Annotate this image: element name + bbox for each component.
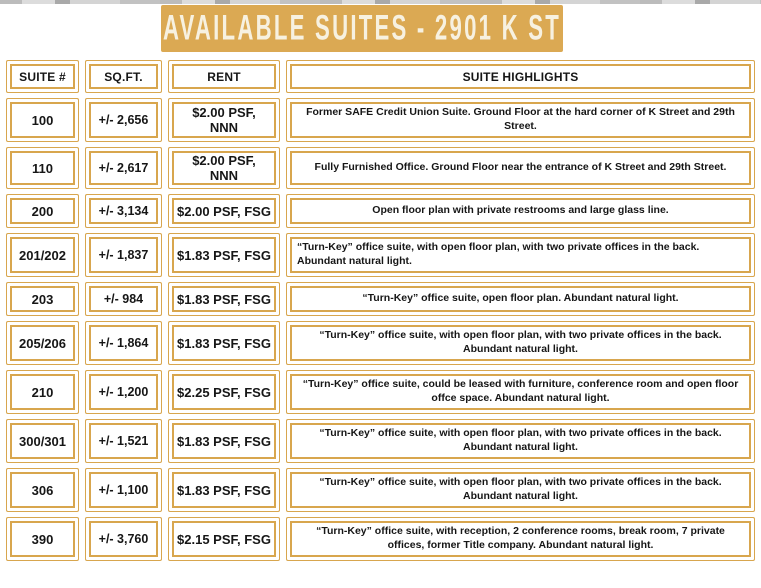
sqft-cell: +/- 2,617: [85, 147, 162, 189]
sqft-cell: +/- 3,760: [85, 517, 162, 561]
rent-cell: $2.00 PSF, FSG: [168, 194, 280, 228]
sqft-cell: +/- 1,200: [85, 370, 162, 414]
suite-cell: 200: [6, 194, 79, 228]
column-header-highlights: SUITE HIGHLIGHTS: [286, 60, 755, 93]
rent-cell: $1.83 PSF, FSG: [168, 282, 280, 316]
title-banner: [161, 5, 563, 52]
available-suites-table: [6, 60, 755, 561]
suite-cell: 300/301: [6, 419, 79, 463]
rent-cell: $1.83 PSF, FSG: [168, 468, 280, 512]
suite-cell: 110: [6, 147, 79, 189]
rent-cell: $2.15 PSF, FSG: [168, 517, 280, 561]
rent-cell: $2.00 PSF, NNN: [168, 147, 280, 189]
highlights-cell: “Turn-Key” office suite, could be leased with furniture, conference room and open floor offce space. Abundant natural light.: [286, 370, 755, 414]
suite-cell: 100: [6, 98, 79, 142]
sqft-cell: +/- 1,837: [85, 233, 162, 277]
column-header-sqft: SQ.FT.: [85, 60, 162, 93]
rent-cell: $2.00 PSF, NNN: [168, 98, 280, 142]
highlights-cell: Fully Furnished Office. Ground Floor near the entrance of K Street and 29th Street.: [286, 147, 755, 189]
suite-cell: 210: [6, 370, 79, 414]
page-top-edge-texture: [0, 0, 761, 4]
highlights-cell: “Turn-Key” office suite, open floor plan. Abundant natural light.: [286, 282, 755, 316]
sqft-cell: +/- 1,864: [85, 321, 162, 365]
sqft-cell: +/- 3,134: [85, 194, 162, 228]
suite-cell: 203: [6, 282, 79, 316]
sqft-cell: +/- 2,656: [85, 98, 162, 142]
highlights-cell: “Turn-Key” office suite, with open floor plan, with two private offices in the back. Abundant natural light.: [286, 468, 755, 512]
rent-cell: $1.83 PSF, FSG: [168, 233, 280, 277]
highlights-cell: “Turn-Key” office suite, with reception, 2 conference rooms, break room, 7 private offices, former Title company. Abundant natural light.: [286, 517, 755, 561]
page-title: AVAILABLE SUITES - 2901 K ST: [162, 8, 562, 48]
highlights-cell: “Turn-Key” office suite, with open floor plan, with two private offices in the back. Abundant natural light.: [286, 321, 755, 365]
rent-cell: $2.25 PSF, FSG: [168, 370, 280, 414]
sqft-cell: +/- 1,100: [85, 468, 162, 512]
sqft-cell: +/- 1,521: [85, 419, 162, 463]
highlights-cell: “Turn-Key” office suite, with open floor plan, with two private offices in the back. Abundant natural light.: [286, 233, 755, 277]
column-header-rent: RENT: [168, 60, 280, 93]
rent-cell: $1.83 PSF, FSG: [168, 321, 280, 365]
suite-cell: 205/206: [6, 321, 79, 365]
sqft-cell: +/- 984: [85, 282, 162, 316]
highlights-cell: Former SAFE Credit Union Suite. Ground Floor at the hard corner of K Street and 29th Street.: [286, 98, 755, 142]
rent-cell: $1.83 PSF, FSG: [168, 419, 280, 463]
suite-cell: 306: [6, 468, 79, 512]
column-header-suite: SUITE #: [6, 60, 79, 93]
highlights-cell: Open floor plan with private restrooms and large glass line.: [286, 194, 755, 228]
suite-cell: 390: [6, 517, 79, 561]
suite-cell: 201/202: [6, 233, 79, 277]
highlights-cell: “Turn-Key” office suite, with open floor plan, with two private offices in the back. Abundant natural light.: [286, 419, 755, 463]
